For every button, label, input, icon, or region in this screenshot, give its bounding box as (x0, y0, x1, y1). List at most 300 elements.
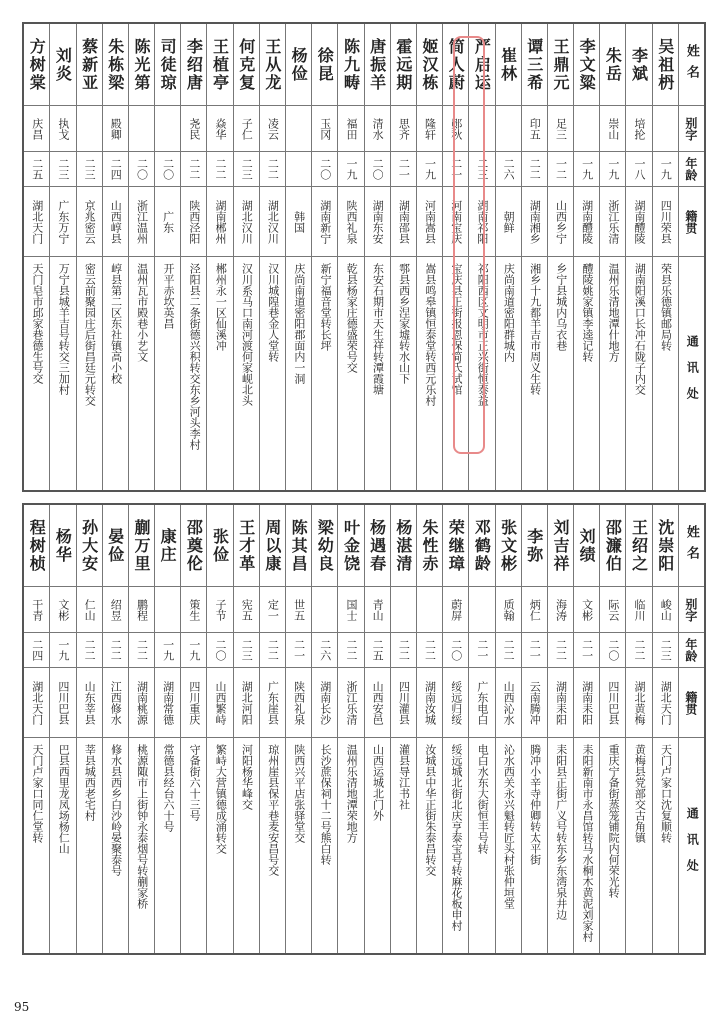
person-age: 一二 (548, 152, 573, 187)
person-alias: 青山 (365, 587, 390, 633)
person-native: 湖南新宁 (312, 187, 337, 257)
header-native: 籍贯 (679, 187, 704, 257)
person-native: 云南腾冲 (522, 668, 547, 738)
person-native: 山西繁峙 (207, 668, 232, 738)
person-age: 二二 (260, 633, 285, 668)
person-column (468, 505, 494, 953)
person-name: 崔林 (496, 24, 521, 106)
person-address: 温州乐清地潭什地方 (607, 263, 621, 362)
person-name: 晏俭 (103, 505, 128, 587)
person-native: 浙江乐清 (338, 668, 363, 738)
person-address: 嵩县鸣皋镇恒泰堂转西元乐村 (423, 263, 437, 406)
person-address: 天门卢家口同仁堂转 (31, 744, 45, 843)
person-address: 天门卢家口沈复顺转 (659, 744, 673, 843)
person-alias (653, 106, 678, 152)
person-address: 河阳杨华峰交 (240, 744, 254, 810)
person-native: 湖北黄梅 (626, 668, 651, 738)
person-age: 二二 (522, 152, 547, 187)
person-native: 湖南邵县 (391, 187, 416, 257)
person-column (206, 24, 232, 490)
person-column (416, 505, 442, 953)
person-column (364, 24, 390, 490)
person-address: 庆尚南道密阳群城内 (502, 263, 516, 362)
person-column (76, 24, 102, 490)
person-age: 二三 (234, 152, 259, 187)
person-native: 湖南东安 (365, 187, 390, 257)
person-address: 耒阳县正街广义号转东乡东湾泉井边 (554, 744, 568, 920)
person-address: 陕西兴平店张驿堂交 (292, 744, 306, 843)
person-native: 陕西礼泉 (286, 668, 311, 738)
person-address: 长沙蔗保祠十二号熊白转 (319, 744, 333, 865)
person-name: 方树棠 (24, 24, 49, 106)
person-native: 湖北天门 (24, 187, 49, 257)
person-name: 叶金饶 (338, 505, 363, 587)
person-native: 湖南醴陵 (626, 187, 651, 257)
person-alias: 临川 (626, 587, 651, 633)
header-alias: 别字 (679, 106, 704, 152)
person-column (573, 24, 599, 490)
person-name: 霍远期 (391, 24, 416, 106)
person-column (573, 505, 599, 953)
person-native: 湖北天门 (653, 668, 678, 738)
person-address: 湘乡十九都羊吉市周义生转 (528, 263, 542, 395)
person-column (364, 505, 390, 953)
person-address: 崞县第二区东社镇高小校 (109, 263, 123, 384)
person-age: 二〇 (155, 152, 180, 187)
person-age: 二二 (77, 633, 102, 668)
person-age: 二三 (653, 633, 678, 668)
person-age: 二二 (626, 633, 651, 668)
person-name: 何克复 (234, 24, 259, 106)
person-column (547, 24, 573, 490)
person-name: 王从龙 (260, 24, 285, 106)
person-column (599, 24, 625, 490)
person-alias: 文彬 (50, 587, 75, 633)
person-address: 莘县城西老宅村 (83, 744, 97, 821)
person-alias (574, 106, 599, 152)
person-alias: 殿卿 (103, 106, 128, 152)
person-native: 浙江乐清 (600, 187, 625, 257)
person-column (495, 24, 521, 490)
person-age: 二四 (24, 633, 49, 668)
person-alias: 宪五 (234, 587, 259, 633)
person-age: 二二 (260, 152, 285, 187)
person-name: 周以康 (260, 505, 285, 587)
person-name: 杨遇春 (365, 505, 390, 587)
person-column (652, 24, 678, 490)
person-column (547, 505, 573, 953)
person-alias: 培抡 (626, 106, 651, 152)
person-name: 王才革 (234, 505, 259, 587)
person-address: 汝城县中华正街朱泰昌转交 (423, 744, 437, 876)
person-native: 湖南长沙 (312, 668, 337, 738)
header-column (678, 505, 704, 953)
person-alias: 策生 (181, 587, 206, 633)
person-native: 湖南醴陵 (574, 187, 599, 257)
person-alias: 尧民 (181, 106, 206, 152)
person-name: 张文彬 (496, 505, 521, 587)
person-age: 二二 (129, 633, 154, 668)
person-name: 李弥 (522, 505, 547, 587)
person-alias: 世五 (286, 587, 311, 633)
person-age: 二二 (391, 633, 416, 668)
person-alias: 蔚屏 (443, 587, 468, 633)
person-address: 绥远城北街北庆亨泰宝号转麻花板申村 (450, 744, 464, 931)
person-column (468, 24, 494, 490)
person-column (337, 505, 363, 953)
person-age: 二一 (522, 633, 547, 668)
person-native: 绥远归绥 (443, 668, 468, 738)
person-column (442, 24, 468, 490)
person-address: 沁水西关永兴魁转匠头村张仲垣堂 (502, 744, 516, 909)
person-age: 一九 (50, 633, 75, 668)
person-native: 湖南汝城 (417, 668, 442, 738)
person-alias: 玉冈 (312, 106, 337, 152)
person-column (49, 505, 75, 953)
person-age: 二五 (24, 152, 49, 187)
person-column (154, 505, 180, 953)
person-column (206, 505, 232, 953)
person-age: 二〇 (365, 152, 390, 187)
person-address: 荣县乐德镇邮局转 (659, 263, 673, 351)
person-column (285, 24, 311, 490)
person-native: 广东万宁 (50, 187, 75, 257)
person-column (390, 505, 416, 953)
person-age: 一九 (600, 152, 625, 187)
person-alias: 鹏程 (129, 587, 154, 633)
person-address: 耒阳新南市永昌馆转马水桐木黄泥刘家村 (580, 744, 594, 942)
person-name: 荣继璋 (443, 505, 468, 587)
person-name: 邓鹤龄 (469, 505, 494, 587)
person-native: 江西修水 (103, 668, 128, 738)
person-native: 山东莘县 (77, 668, 102, 738)
person-column (259, 24, 285, 490)
page-number: 95 (14, 1000, 30, 1014)
person-alias: 干青 (24, 587, 49, 633)
person-name: 刘绩 (574, 505, 599, 587)
person-address: 黄梅县党部交古角镇 (633, 744, 647, 843)
person-native: 朝鲜 (496, 187, 521, 257)
person-age: 二三 (77, 152, 102, 187)
person-alias: 海涛 (548, 587, 573, 633)
person-alias: 印五 (522, 106, 547, 152)
person-column (24, 24, 49, 490)
person-address: 鄠县西乡涅家墟转水山下 (397, 263, 411, 384)
person-age: 一九 (181, 633, 206, 668)
person-column (128, 24, 154, 490)
person-native: 河南宝庆 (443, 187, 468, 257)
person-name: 陈九畴 (338, 24, 363, 106)
person-alias (469, 587, 494, 633)
person-name: 蔡新亚 (77, 24, 102, 106)
person-native: 陕西礼泉 (338, 187, 363, 257)
person-age: 二一 (469, 633, 494, 668)
person-alias: 清水 (365, 106, 390, 152)
person-alias: 子仁 (234, 106, 259, 152)
header-column (678, 24, 704, 490)
person-alias: 文彬 (574, 587, 599, 633)
person-alias: 国士 (338, 587, 363, 633)
person-column (495, 505, 521, 953)
person-alias (391, 587, 416, 633)
person-age: 一九 (574, 152, 599, 187)
person-name: 刘吉祥 (548, 505, 573, 587)
person-alias: 福田 (338, 106, 363, 152)
person-name: 程树桢 (24, 505, 49, 587)
person-name: 朱岳 (600, 24, 625, 106)
person-name: 朱性赤 (417, 505, 442, 587)
person-age: 二一 (443, 152, 468, 187)
person-alias: 庆昌 (24, 106, 49, 152)
person-native: 湖南桃源 (129, 668, 154, 738)
person-native: 山西崞县 (103, 187, 128, 257)
person-name: 邵濂伯 (600, 505, 625, 587)
person-age: 二二 (181, 152, 206, 187)
person-native: 山西沁水 (496, 668, 521, 738)
person-name: 刘炎 (50, 24, 75, 106)
person-native: 湖南耒阳 (548, 668, 573, 738)
person-age: 一九 (653, 152, 678, 187)
person-address: 灌县导江书社 (397, 744, 411, 810)
person-column (76, 505, 102, 953)
person-column (128, 505, 154, 953)
person-native: 四川巴县 (600, 668, 625, 738)
person-native: 湖南常德 (155, 668, 180, 738)
person-native: 山西乡宁 (548, 187, 573, 257)
person-column (337, 24, 363, 490)
header-name: 姓名 (679, 505, 704, 587)
person-address: 乾县杨家庄德盛荣号交 (345, 263, 359, 373)
person-alias: 执戈 (50, 106, 75, 152)
person-column (102, 505, 128, 953)
person-address: 泾阳县二条街德兴积转交东乡河头李村 (188, 263, 202, 450)
person-alias: 绍昱 (103, 587, 128, 633)
person-age: 二五 (365, 633, 390, 668)
person-address: 万宁县城羊吉号转交三加村 (57, 263, 71, 395)
person-address: 腾冲小辛寺仲卿转太平街 (528, 744, 542, 865)
person-native: 湖北天门 (24, 668, 49, 738)
person-address: 山西运城北门外 (371, 744, 385, 821)
person-address: 湖南阳溪口长冲石陇子内交 (633, 263, 647, 395)
person-name: 简人蔚 (443, 24, 468, 106)
person-native: 湖北汉川 (260, 187, 285, 257)
person-name: 陈光第 (129, 24, 154, 106)
person-native: 四川荣县 (653, 187, 678, 257)
person-name: 朱栋梁 (103, 24, 128, 106)
person-native: 河南嵩县 (417, 187, 442, 257)
person-age: 二一 (286, 633, 311, 668)
person-address: 常德县经台六十号 (161, 744, 175, 832)
person-alias: 崇山 (600, 106, 625, 152)
person-column (24, 505, 49, 953)
person-name: 孙大安 (77, 505, 102, 587)
header-age: 年龄 (679, 633, 704, 668)
person-age: 二二 (417, 633, 442, 668)
person-column (625, 24, 651, 490)
person-address: 重庆宁备街蒸笼铺院内何荣光转 (607, 744, 621, 898)
person-alias (155, 587, 180, 633)
person-address: 繁峙大营镇德成涌转交 (214, 744, 228, 854)
person-name: 徐昆 (312, 24, 337, 106)
person-native: 韩国 (286, 187, 311, 257)
person-column (625, 505, 651, 953)
person-native: 广东电白 (469, 668, 494, 738)
person-column (233, 24, 259, 490)
person-name: 张俭 (207, 505, 232, 587)
person-age: 一九 (155, 633, 180, 668)
person-alias: 焱华 (207, 106, 232, 152)
roster-table-top (22, 22, 706, 492)
person-native: 山西安邑 (365, 668, 390, 738)
person-alias (417, 587, 442, 633)
person-column (102, 24, 128, 490)
person-address: 桃源陬市上街钟永泰烟号转蒯家桥 (135, 744, 149, 909)
person-alias: 子节 (207, 587, 232, 633)
person-native: 湖南耒阳 (574, 668, 599, 738)
person-age: 二三 (50, 152, 75, 187)
person-native: 四川巴县 (50, 668, 75, 738)
person-column (599, 505, 625, 953)
person-alias: 隆轩 (417, 106, 442, 152)
person-address: 巴县西里龙凤场杨仁山 (57, 744, 71, 854)
person-name: 王绍之 (626, 505, 651, 587)
person-native: 湖南祁阳 (469, 187, 494, 257)
person-name: 李绍唐 (181, 24, 206, 106)
person-name: 李文粱 (574, 24, 599, 106)
person-alias: 郧秋 (443, 106, 468, 152)
person-address: 开平赤坎英昌 (161, 263, 175, 329)
person-native: 湖北河阳 (234, 668, 259, 738)
person-column (259, 505, 285, 953)
person-name: 严启运 (469, 24, 494, 106)
person-name: 姬汉栋 (417, 24, 442, 106)
person-name: 杨湛清 (391, 505, 416, 587)
person-alias: 定一 (260, 587, 285, 633)
person-address: 电白水东大街恒丰号转 (476, 744, 490, 854)
person-native: 湖北汉川 (234, 187, 259, 257)
person-address: 醴陵姚家镇李逵记转 (580, 263, 594, 362)
person-age: 二二 (207, 152, 232, 187)
person-alias: 仁山 (77, 587, 102, 633)
person-name: 康庄 (155, 505, 180, 587)
person-age: 一八 (626, 152, 651, 187)
roster-table-bottom (22, 503, 706, 955)
person-age: 二三 (234, 633, 259, 668)
person-column (311, 24, 337, 490)
person-alias: 凌云 (260, 106, 285, 152)
header-age: 年龄 (679, 152, 704, 187)
person-address: 温州乐清地潭荣地方 (345, 744, 359, 843)
person-name: 李斌 (626, 24, 651, 106)
person-name: 陈其昌 (286, 505, 311, 587)
person-address: 新宁福音堂转长坪 (319, 263, 333, 351)
person-age: 一九 (338, 152, 363, 187)
person-age: 一九 (417, 152, 442, 187)
person-address: 乡宁县城内乌衣巷 (554, 263, 568, 351)
person-address: 宝庆县正街报恩保简氏试馆 (450, 263, 464, 395)
header-address: 通讯处 (685, 806, 700, 885)
person-native: 湖南郴州 (207, 187, 232, 257)
person-age: 二〇 (600, 633, 625, 668)
person-age: 二二 (338, 633, 363, 668)
person-name: 王鼎元 (548, 24, 573, 106)
person-column (233, 505, 259, 953)
person-alias (469, 106, 494, 152)
header-alias: 别字 (679, 587, 704, 633)
person-native: 广东崖县 (260, 668, 285, 738)
person-age: 二二 (496, 633, 521, 668)
person-native: 陕西泾阳 (181, 187, 206, 257)
person-name: 邵奠伦 (181, 505, 206, 587)
person-address: 密云前聚园庄后街昌廷元转交 (83, 263, 97, 406)
person-alias (155, 106, 180, 152)
person-age: 二〇 (129, 152, 154, 187)
person-native: 京兆密云 (77, 187, 102, 257)
person-address: 天门皂市邱家巷德生号交 (31, 263, 45, 384)
person-age (286, 152, 311, 187)
person-address: 东安石期市天生祥转潭霞塘 (371, 263, 385, 395)
person-alias: 足三 (548, 106, 573, 152)
person-alias (129, 106, 154, 152)
person-column (521, 505, 547, 953)
person-alias (286, 106, 311, 152)
person-name: 司徒琼 (155, 24, 180, 106)
person-native: 四川重庆 (181, 668, 206, 738)
person-address: 郴州永一区仙溪冲 (214, 263, 228, 351)
person-alias: 际云 (600, 587, 625, 633)
person-column (521, 24, 547, 490)
person-native: 浙江温州 (129, 187, 154, 257)
person-address: 汉川城隍巷金人堂转 (266, 263, 280, 362)
person-column (285, 505, 311, 953)
person-alias: 峻山 (653, 587, 678, 633)
person-column (311, 505, 337, 953)
person-address: 汉川系马口南河渡何家岘北头 (240, 263, 254, 406)
person-name: 谭三希 (522, 24, 547, 106)
person-name: 沈崇阳 (653, 505, 678, 587)
person-address: 守备街六十三号 (188, 744, 202, 821)
person-native: 广东 (155, 187, 180, 257)
person-age: 二六 (312, 633, 337, 668)
person-column (154, 24, 180, 490)
person-alias (77, 106, 102, 152)
person-column (442, 505, 468, 953)
person-name: 蒯万里 (129, 505, 154, 587)
person-native: 四川灌县 (391, 668, 416, 738)
header-native: 籍贯 (679, 668, 704, 738)
person-age: 二〇 (207, 633, 232, 668)
person-alias: 质翰 (496, 587, 521, 633)
person-name: 梁幼良 (312, 505, 337, 587)
person-address: 修水县西乡白沙岭晏聚泰号 (109, 744, 123, 876)
person-alias (312, 587, 337, 633)
person-name: 王植亭 (207, 24, 232, 106)
person-column (390, 24, 416, 490)
person-age: 二〇 (312, 152, 337, 187)
person-address: 琼州崖县保平巷麦安昌号交 (266, 744, 280, 876)
person-address: 庆尚南道密阳郡面内一洞 (292, 263, 306, 384)
person-column (180, 24, 206, 490)
person-name: 杨华 (50, 505, 75, 587)
person-age: 二一 (391, 152, 416, 187)
person-column (652, 505, 678, 953)
person-column (180, 505, 206, 953)
person-column (49, 24, 75, 490)
person-age: 二二 (548, 633, 573, 668)
header-name: 姓名 (679, 24, 704, 106)
person-name: 杨俭 (286, 24, 311, 106)
person-alias (496, 106, 521, 152)
